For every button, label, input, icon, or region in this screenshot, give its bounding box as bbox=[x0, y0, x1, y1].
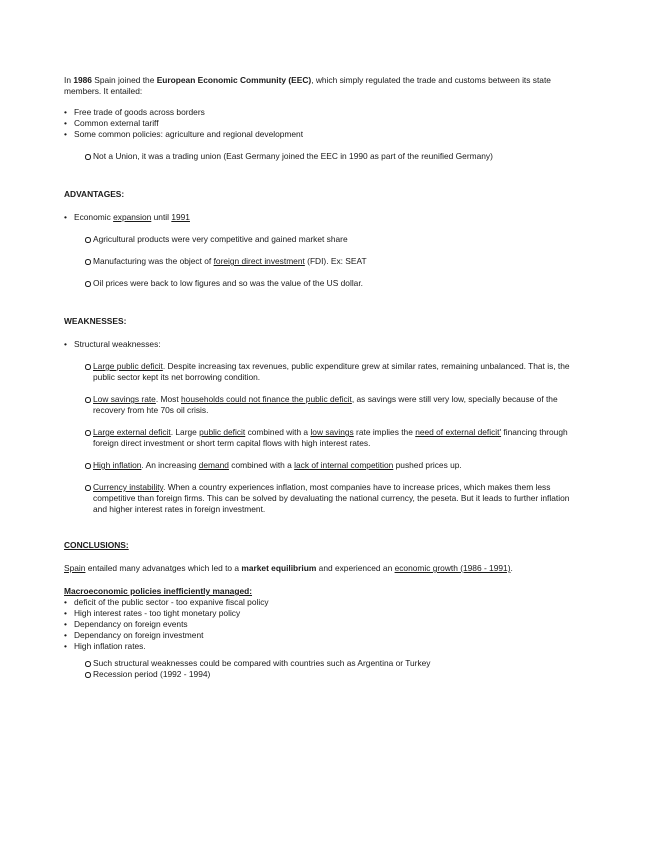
macro-sublist bbox=[64, 658, 584, 680]
weaknesses-list bbox=[64, 339, 584, 350]
underlined-term: Large external deficit bbox=[93, 427, 171, 437]
underlined-term: need of external deficit' bbox=[415, 427, 502, 437]
text-span: . Large bbox=[170, 427, 200, 437]
conclusions-heading: CONCLUSIONS: bbox=[64, 540, 129, 550]
list-item bbox=[85, 256, 584, 267]
text-span: financing through foreign direct investment or short term capital flows with high interest rates. bbox=[93, 427, 568, 448]
macro-list bbox=[64, 597, 584, 652]
intro-paragraph bbox=[64, 75, 584, 97]
eec-entailed-list bbox=[64, 107, 584, 140]
underlined-term: 1991 bbox=[171, 212, 190, 222]
intro-text: In bbox=[64, 75, 74, 85]
intro-year: 1986 bbox=[73, 75, 92, 85]
list-item: Such structural weaknesses could be compared with countries such as Argentina or Turkey bbox=[85, 658, 584, 669]
underlined-term: expansion bbox=[113, 212, 152, 222]
list-item: Agricultural products were very competitive and gained market share bbox=[85, 234, 584, 245]
advantages-sublist bbox=[64, 234, 584, 289]
text-span: (FDI). Ex: SEAT bbox=[304, 256, 367, 266]
list-item: Recession period (1992 - 1994) bbox=[85, 669, 584, 680]
advantages-heading: ADVANTAGES: bbox=[64, 189, 125, 199]
text-span: rate implies the bbox=[353, 427, 416, 437]
conclusions-paragraph bbox=[64, 563, 584, 574]
list-item: • Dependancy on foreign investment bbox=[64, 630, 584, 641]
intro-eec: European Economic Community (EEC) bbox=[156, 75, 312, 85]
underlined-term: demand bbox=[198, 460, 229, 470]
text-span: combined with a bbox=[245, 427, 311, 437]
text-span: . When a country experiences inflation, most companies have to increase prices, which makes them less competitive than foreign firms. This can be solved by devaluating the national currency, the peseta. But it leads to further inflation and higher interest rates in foreign investment. bbox=[93, 482, 570, 514]
text-span: . An increasing bbox=[141, 460, 199, 470]
list-item: Oil prices were back to low figures and so was the value of the US dollar. bbox=[85, 278, 584, 289]
list-item bbox=[85, 427, 584, 449]
document-body bbox=[64, 75, 584, 680]
list-item: • Dependancy on foreign events bbox=[64, 619, 584, 630]
text-span: . bbox=[510, 563, 513, 573]
list-item bbox=[85, 394, 584, 416]
underlined-term: Low savings rate bbox=[93, 394, 156, 404]
weaknesses-sublist bbox=[64, 361, 584, 515]
list-item: Not a Union, it was a trading union (East Germany joined the EEC in 1990 as part of the reunified Germany) bbox=[85, 151, 584, 162]
underlined-term: households could not finance the public deficit bbox=[181, 394, 352, 404]
list-item bbox=[85, 361, 584, 383]
eec-note-list bbox=[64, 151, 584, 162]
text-span: and experienced an bbox=[316, 563, 395, 573]
bold-term: market equilibrium bbox=[241, 563, 317, 573]
underlined-term: lack of internal competition bbox=[294, 460, 394, 470]
intro-text: Spain joined the bbox=[91, 75, 157, 85]
text-span: pushed prices up. bbox=[393, 460, 462, 470]
text-span: Manufacturing was the object of bbox=[93, 256, 214, 266]
list-item bbox=[85, 482, 584, 515]
underlined-term: Large public deficit bbox=[93, 361, 163, 371]
underlined-term: public deficit bbox=[199, 427, 246, 437]
underlined-term: High inflation bbox=[93, 460, 142, 470]
list-item: • deficit of the public sector - too expanive fiscal policy bbox=[64, 597, 584, 608]
text-span: combined with a bbox=[228, 460, 295, 470]
list-item: • High inflation rates. bbox=[64, 641, 584, 652]
advantages-list bbox=[64, 212, 584, 223]
list-item: • Common external tariff bbox=[64, 118, 584, 129]
list-item bbox=[64, 212, 584, 223]
underlined-term: Currency instability bbox=[93, 482, 164, 492]
weaknesses-heading: WEAKNESSES: bbox=[64, 316, 127, 326]
text-span: . Most bbox=[155, 394, 181, 404]
underlined-term: foreign direct investment bbox=[213, 256, 305, 266]
text-span: . Despite increasing tax revenues, public expenditure grew at similar rates, remaining unbalanced. That is, the public sector kept its net borrowing condition. bbox=[93, 361, 570, 382]
underlined-term: economic growth (1986 - 1991) bbox=[394, 563, 511, 573]
underlined-term: low savings bbox=[310, 427, 354, 437]
list-item: • Some common policies: agriculture and regional development bbox=[64, 129, 584, 140]
list-item bbox=[85, 460, 584, 471]
macro-heading: Macroeconomic policies inefficiently managed: bbox=[64, 586, 253, 596]
list-item: • High interest rates - too tight monetary policy bbox=[64, 608, 584, 619]
text-span: entailed many advanatges which led to a bbox=[85, 563, 242, 573]
text-span: Economic bbox=[74, 212, 114, 222]
intro-text: , which simply regulated the trade and customs between its state members. It entailed: bbox=[64, 75, 551, 96]
text-span: until bbox=[151, 212, 172, 222]
text-span: , as savings were still very low, specially because of the recovery from hte 70s oil crisis. bbox=[93, 394, 558, 415]
underlined-term: Spain bbox=[64, 563, 86, 573]
list-item: • Free trade of goods across borders bbox=[64, 107, 584, 118]
list-item: • Structural weaknesses: bbox=[64, 339, 584, 350]
